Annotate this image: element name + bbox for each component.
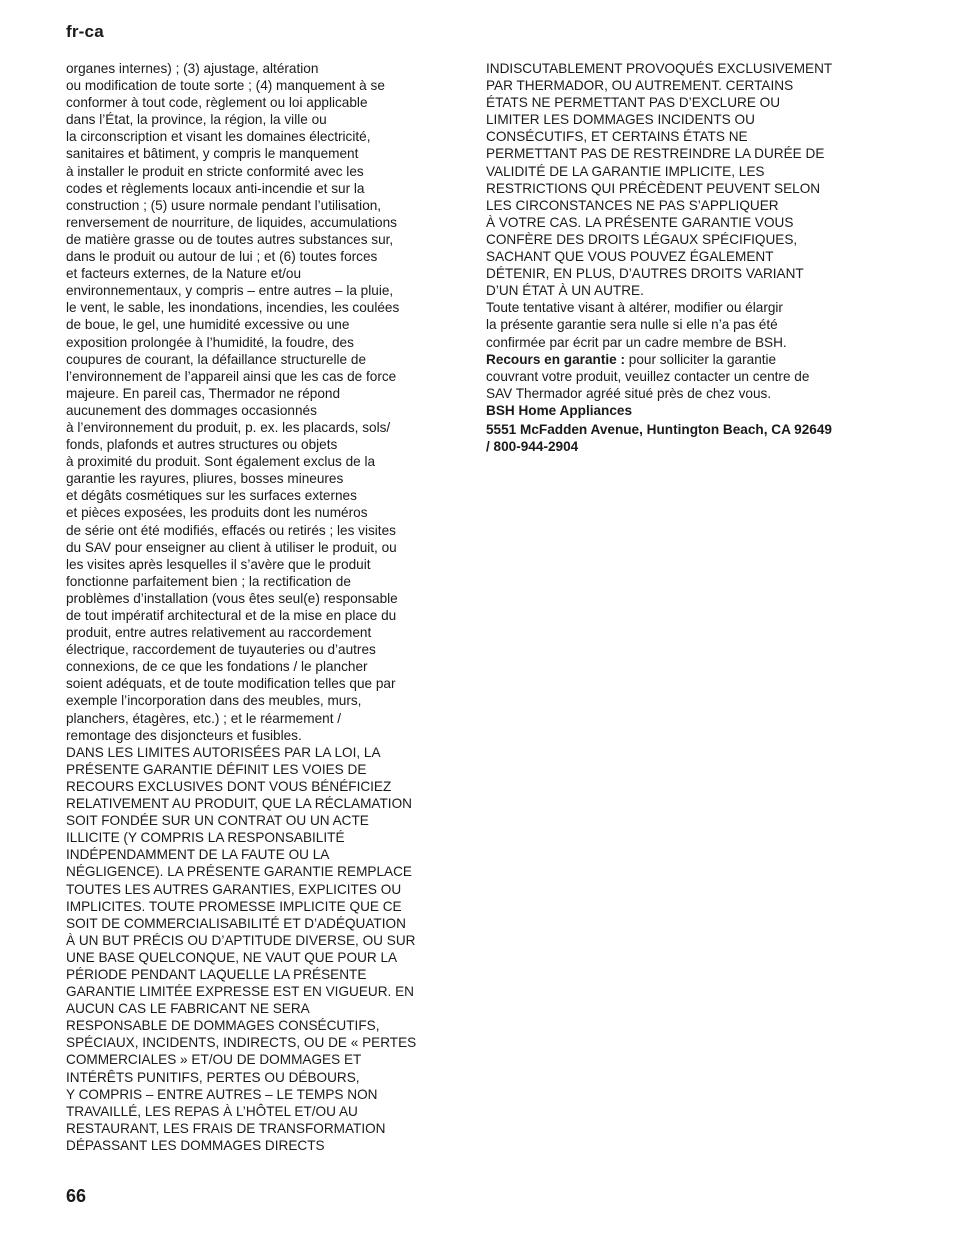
text-line: UNE BASE QUELCONQUE, NE VAUT QUE POUR LA	[66, 949, 398, 965]
text-line: SPÉCIAUX, INCIDENTS, INDIRECTS, OU DE « PERTES	[66, 1035, 417, 1051]
text-line: conformer à tout code, règlement ou loi applicable	[66, 95, 368, 111]
text-line: soient adéquats, et de toute modification telles que par	[66, 676, 396, 692]
text-line: PRÉSENTE GARANTIE DÉFINIT LES VOIES DE	[66, 761, 367, 777]
text-line: PERMETTANT PAS DE RESTREINDRE LA DURÉE DE	[486, 146, 825, 162]
text-line: fonds, plafonds et autres structures ou objets	[66, 437, 338, 453]
text-line: environnementaux, y compris – entre autres – la pluie,	[66, 283, 394, 299]
text-line: du SAV pour enseigner au client à utiliser le produit, ou	[66, 539, 397, 555]
text-line: NÉGLIGENCE). LA PRÉSENTE GARANTIE REMPLACE	[66, 864, 412, 880]
text-line: exposition prolongée à l’humidité, la foudre, des	[66, 334, 354, 350]
text-line: DÉTENIR, EN PLUS, D’AUTRES DROITS VARIANT	[486, 266, 804, 282]
disclaimer-caps-block	[486, 60, 878, 299]
text-line: ou modification de toute sorte ; (4) manquement à se	[66, 78, 385, 94]
text-line: AUCUN CAS LE FABRICANT NE SERA	[66, 1001, 310, 1017]
text-line: aucunement des dommages occasionnés	[66, 402, 317, 418]
text-line: de matière grasse ou de toutes autres substances sur,	[66, 231, 394, 247]
text-line: INTÉRÊTS PUNITIFS, PERTES OU DÉBOURS,	[66, 1069, 360, 1085]
text-line: DANS LES LIMITES AUTORISÉES PAR LA LOI, LA	[66, 744, 381, 760]
text-line: dans le produit ou autour de lui ; et (6) toutes forces	[66, 249, 378, 265]
text-line: à installer le produit en stricte conformité avec les	[66, 163, 364, 179]
company-address: 5551 McFadden Avenue, Huntington Beach, CA 92649	[486, 421, 832, 437]
text-line: les visites après lesquelles il s’avère que le produit	[66, 556, 371, 572]
text-line: LES CIRCONSTANCES NE PAS S’APPLIQUER	[486, 197, 779, 213]
text-line: RECOURS EXCLUSIVES DONT VOUS BÉNÉFICIEZ	[66, 778, 392, 794]
text-line: fonctionne parfaitement bien ; la rectification de	[66, 573, 351, 589]
text-line: la présente garantie sera nulle si elle n’a pas été	[486, 317, 778, 333]
recourse-paragraph	[486, 351, 878, 402]
text-line: Y COMPRIS – ENTRE AUTRES – LE TEMPS NON	[66, 1086, 378, 1102]
text-line: et pièces exposées, les produits dont les numéros	[66, 505, 368, 521]
text-line: coupures de courant, la défaillance structurelle de	[66, 351, 366, 367]
text-line: remontage des disjoncteurs et fusibles.	[66, 727, 302, 743]
text-line: codes et règlements locaux anti-incendie et sur la	[66, 180, 365, 196]
language-tag: fr-ca	[66, 22, 104, 41]
text-line: Toute tentative visant à altérer, modifier ou élargir	[486, 300, 783, 316]
text-line: RESPONSABLE DE DOMMAGES CONSÉCUTIFS,	[66, 1018, 380, 1034]
text-line: le vent, le sable, les inondations, incendies, les coulées	[66, 300, 400, 316]
text-line: à l’environnement du produit, p. ex. les placards, sols/	[66, 419, 391, 435]
text-line: RELATIVEMENT AU PRODUIT, QUE LA RÉCLAMATION	[66, 796, 412, 812]
text-line: RESTAURANT, LES FRAIS DE TRANSFORMATION	[66, 1120, 386, 1136]
text-line: TRAVAILLÉ, LES REPAS À L’HÔTEL ET/OU AU	[66, 1103, 358, 1119]
text-line: organes internes) ; (3) ajustage, altération	[66, 61, 319, 76]
company-phone: / 800-944-2904	[486, 439, 579, 455]
left-text-column	[66, 60, 446, 1154]
text-line: IMPLICITES. TOUTE PROMESSE IMPLICITE QUE CE	[66, 898, 402, 914]
text-line: l’environnement de l’appareil ainsi que les cas de force	[66, 368, 397, 384]
text-line: SOIT FONDÉE SUR UN CONTRAT OU UN ACTE	[66, 813, 369, 829]
text-line: ILLICITE (Y COMPRIS LA RESPONSABILITÉ	[66, 830, 345, 846]
text-line: construction ; (5) usure normale pendant l’utilisation,	[66, 197, 382, 213]
text-line: de série ont été modifiés, effacés ou retirés ; les visites	[66, 522, 396, 538]
text-line: COMMERCIALES » ET/OU DE DOMMAGES ET	[66, 1052, 362, 1068]
text-line: RESTRICTIONS QUI PRÉCÈDENT PEUVENT SELON	[486, 180, 821, 196]
text-line: GARANTIE LIMITÉE EXPRESSE EST EN VIGUEUR. EN	[66, 984, 414, 1000]
text-line: et dégâts cosmétiques sur les surfaces externes	[66, 488, 357, 504]
text-line: garantie les rayures, pliures, bosses mineures	[66, 471, 344, 487]
text-line: exemple l’incorporation dans des meubles, murs,	[66, 693, 362, 709]
text-line: PÉRIODE PENDANT LAQUELLE LA PRÉSENTE	[66, 966, 367, 982]
text-line: VALIDITÉ DE LA GARANTIE IMPLICITE, LES	[486, 163, 765, 179]
text-line: INDÉPENDAMMENT DE LA FAUTE OU LA	[66, 847, 330, 863]
recourse-text: pour solliciter la garantie	[625, 351, 777, 367]
text-line: confirmée par écrit par un cadre membre de BSH.	[486, 334, 787, 350]
text-line: à proximité du produit. Sont également exclus de la	[66, 454, 376, 470]
text-line: TOUTES LES AUTRES GARANTIES, EXPLICITES OU	[66, 881, 402, 897]
page-number: 66	[66, 1186, 87, 1206]
text-line: ÉTATS NE PERMETTANT PAS D’EXCLURE OU	[486, 95, 781, 111]
text-line: sanitaires et bâtiment, y compris le manquement	[66, 146, 359, 162]
text-line: de boue, le gel, une humidité excessive ou une	[66, 317, 350, 333]
text-line: connexions, de ce que les fondations / le plancher	[66, 659, 368, 675]
right-text-column	[486, 60, 878, 455]
text-line: électrique, raccordement de tuyauteries ou d’autres	[66, 642, 376, 658]
text-line: DÉPASSANT LES DOMMAGES DIRECTS	[66, 1137, 325, 1153]
company-name: BSH Home Appliances	[486, 402, 633, 418]
text-line: LIMITER LES DOMMAGES INCIDENTS OU	[486, 112, 755, 128]
text-line: INDISCUTABLEMENT PROVOQUÉS EXCLUSIVEMENT	[486, 61, 833, 76]
text-line: planchers, étagères, etc.) ; et le réarmement /	[66, 710, 342, 726]
text-line: la circonscription et visant les domaines électricité,	[66, 129, 371, 145]
text-line: majeure. En pareil cas, Thermador ne répond	[66, 385, 341, 401]
text-line: SOIT DE COMMERCIALISABILITÉ ET D’ADÉQUATION	[66, 915, 406, 931]
text-line: D’UN ÉTAT À UN AUTRE.	[486, 283, 644, 299]
recourse-line	[486, 351, 878, 368]
text-line: À UN BUT PRÉCIS OU D’APTITUDE DIVERSE, OU SUR	[66, 932, 416, 948]
text-line: renversement de nourriture, de liquides, accumulations	[66, 214, 397, 230]
text-line: dans l’État, la province, la région, la ville ou	[66, 112, 327, 128]
text-line: À VOTRE CAS. LA PRÉSENTE GARANTIE VOUS	[486, 214, 794, 230]
text-line: produit, entre autres relativement au raccordement	[66, 625, 372, 641]
alteration-paragraph	[486, 299, 878, 350]
text-line: CONSÉCUTIFS, ET CERTAINS ÉTATS NE	[486, 129, 748, 145]
text-line: CONFÈRE DES DROITS LÉGAUX SPÉCIFIQUES,	[486, 231, 798, 247]
text-line: PAR THERMADOR, OU AUTREMENT. CERTAINS	[486, 78, 794, 94]
text-line: SACHANT QUE VOUS POUVEZ ÉGALEMENT	[486, 249, 774, 265]
recourse-line: couvrant votre produit, veuillez contacter un centre de	[486, 368, 810, 384]
recourse-line: SAV Thermador agréé situé près de chez vous.	[486, 385, 772, 401]
text-line: et facteurs externes, de la Nature et/ou	[66, 266, 302, 282]
recourse-label: Recours en garantie :	[486, 351, 625, 367]
text-line: de tout impératif architectural et de la mise en place du	[66, 608, 397, 623]
text-line: problèmes d’installation (vous êtes seul(e) responsable	[66, 590, 398, 606]
